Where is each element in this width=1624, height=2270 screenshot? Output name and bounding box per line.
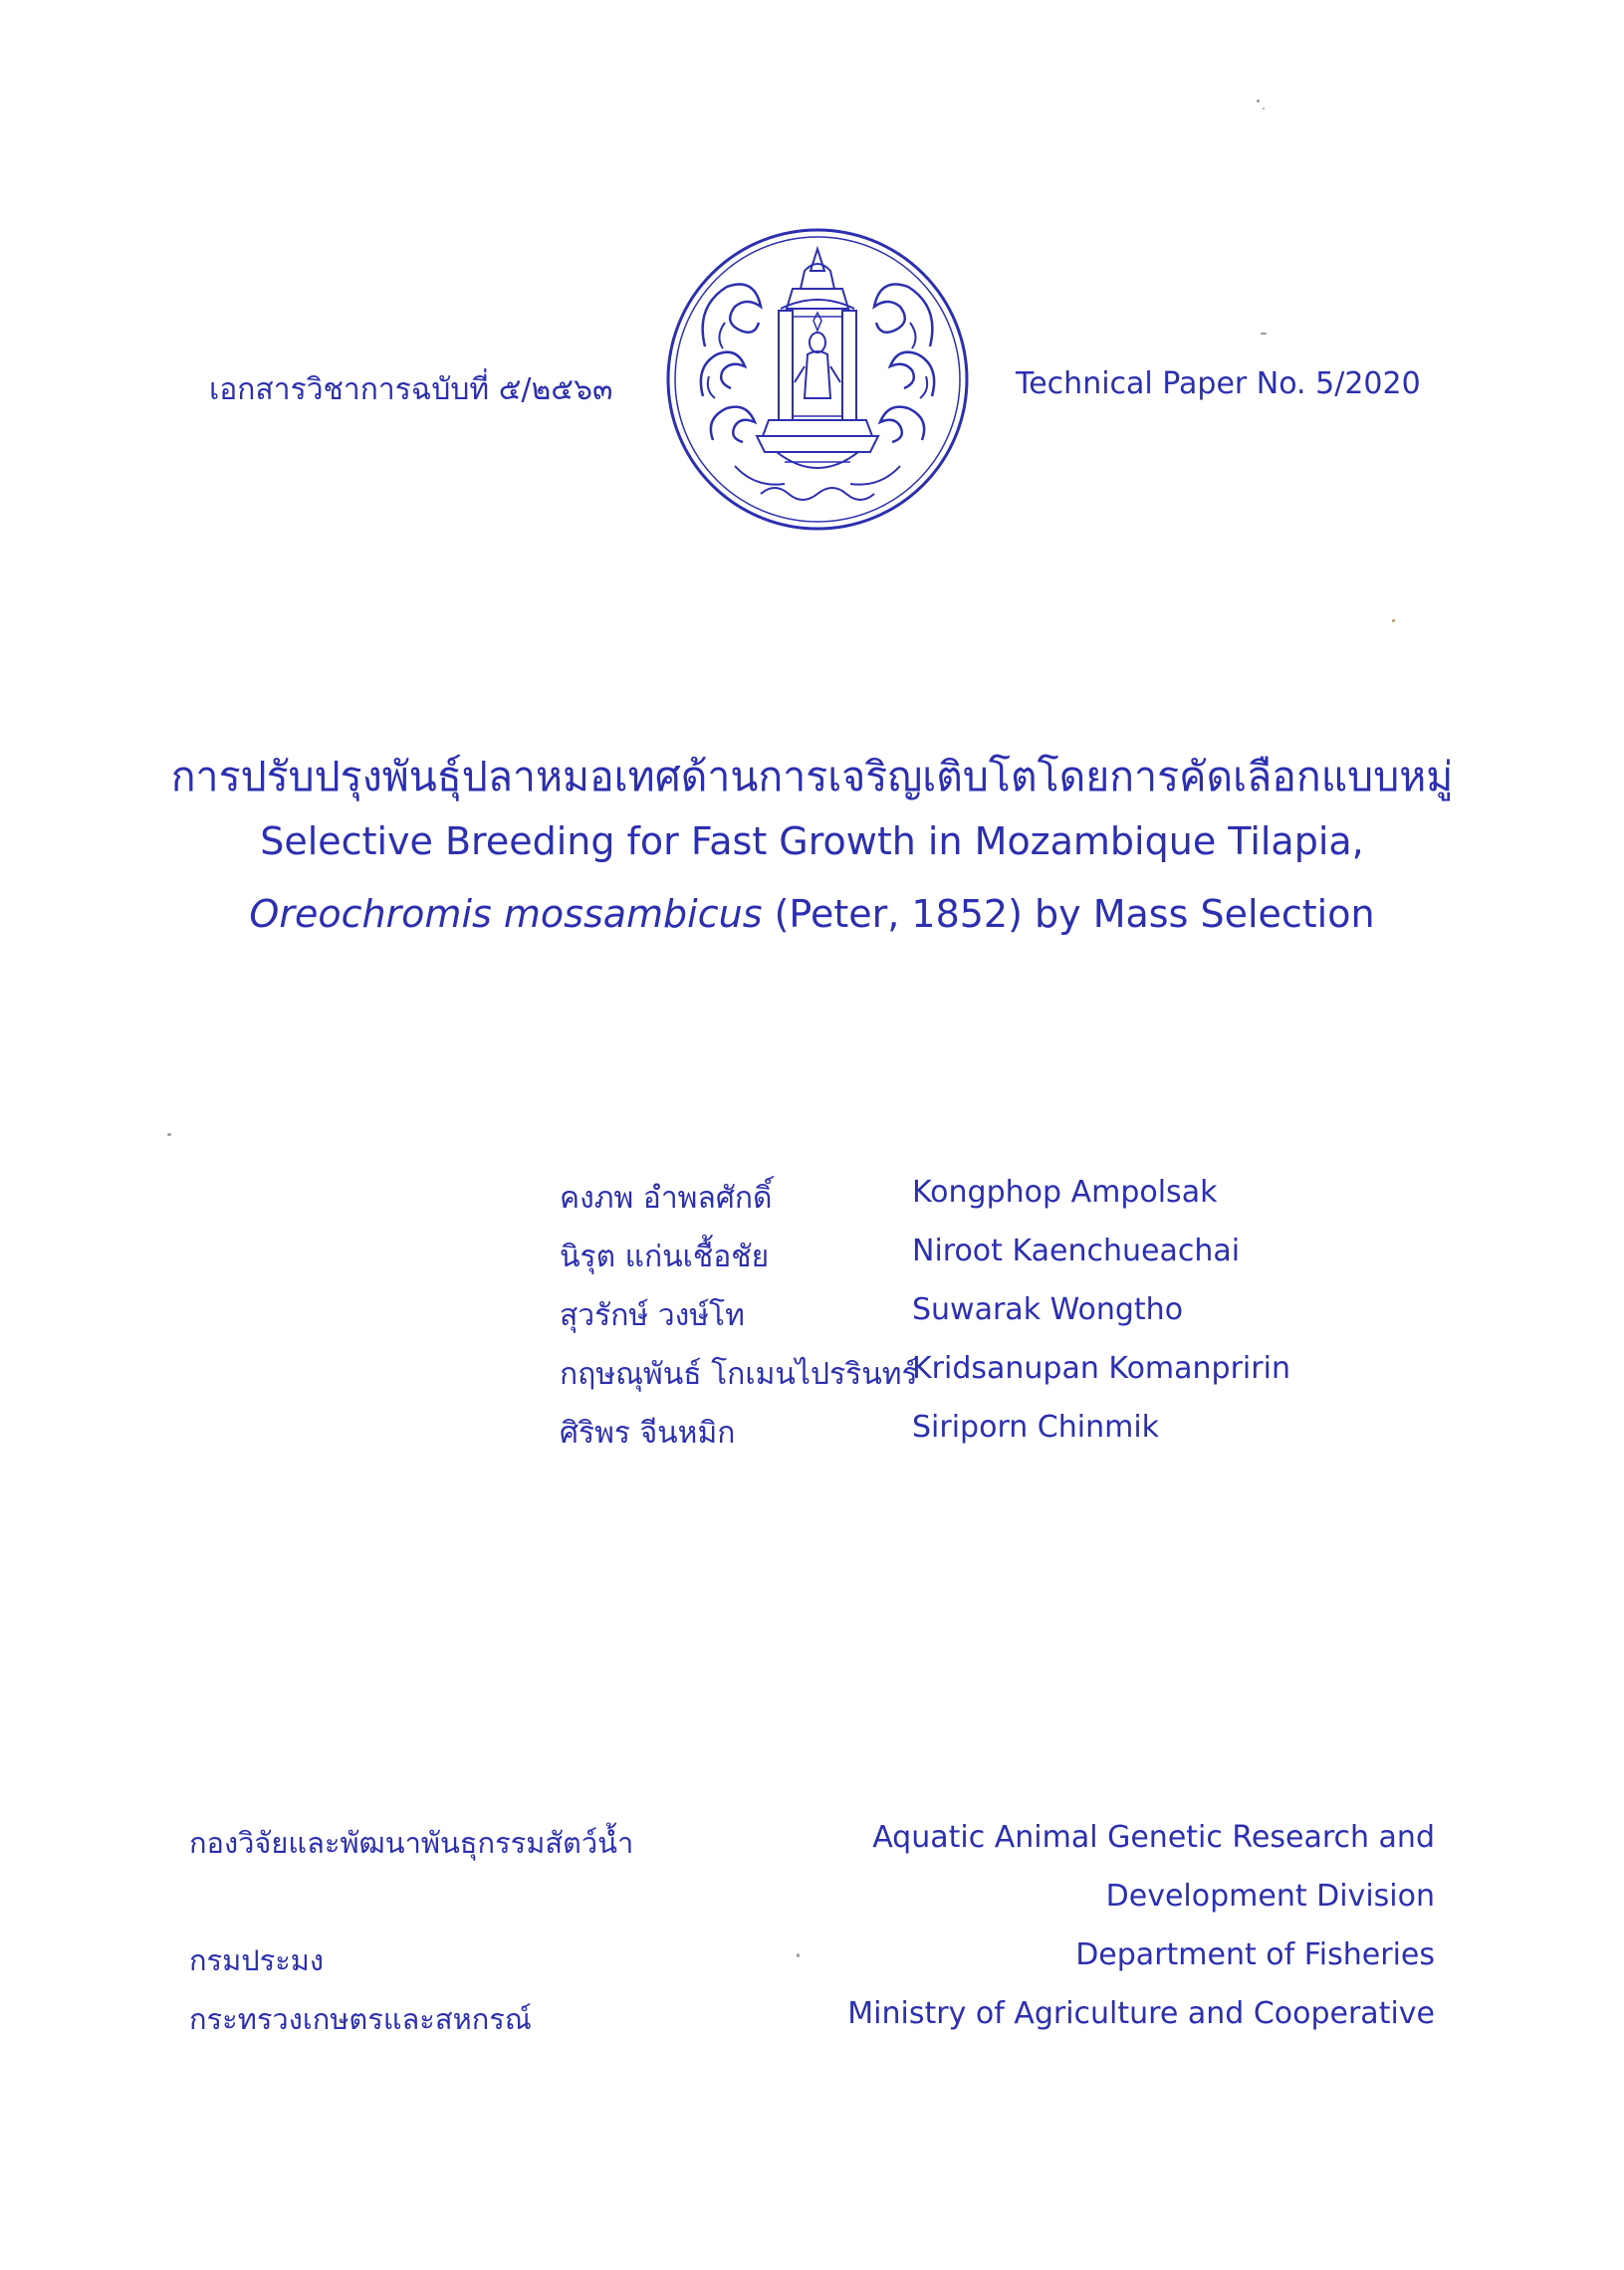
author-english-name: Kongphop Ampolsak [912, 1175, 1218, 1210]
scan-speck [167, 1133, 171, 1136]
author-english-name: Kridsanupan Komanpririn [912, 1351, 1290, 1386]
author-row [560, 1234, 1290, 1292]
thai-dof-seal-icon [665, 227, 970, 532]
scan-speck [797, 1953, 800, 1957]
org-english-division-line2: Development Division [1105, 1879, 1435, 1914]
org-thai-ministry: กระทรวงเกษตรและสหกรณ์ [189, 2002, 532, 2036]
author-thai-name: กฤษณุพันธ์ โกเมนไปรรินทร์ [560, 1357, 918, 1392]
author-row [560, 1351, 1290, 1410]
author-thai-name: สุวรักษ์ วงษ์โท [560, 1298, 745, 1333]
title-english-line2-rest: (Peter, 1852) by Mass Selection [762, 892, 1375, 936]
author-row [560, 1410, 1290, 1469]
author-row [560, 1292, 1290, 1351]
scan-speck [1263, 108, 1265, 110]
scan-speck [1257, 100, 1260, 103]
scan-speck [1392, 619, 1395, 622]
english-document-number: Technical Paper No. 5/2020 [1016, 366, 1421, 401]
author-thai-name: คงภพ อำพลศักดิ์ [560, 1181, 773, 1216]
species-name: Oreochromis mossambicus [249, 892, 763, 936]
org-thai-department: กรมประมง [189, 1943, 325, 1977]
scan-speck [1261, 333, 1267, 335]
author-english-name: Siriporn Chinmik [912, 1410, 1160, 1445]
title-english-line2 [0, 892, 1624, 936]
author-english-name: Niroot Kaenchueachai [912, 1234, 1241, 1268]
title-thai: การปรับปรุงพันธุ์ปลาหมอเทศด้านการเจริญเติบโตโดยการคัดเลือกแบบหมู่ [170, 753, 1454, 800]
org-thai-spacer [189, 1879, 633, 1937]
organization-thai [189, 1820, 633, 2055]
author-thai-name: ศิริพร จีนหมิก [560, 1416, 736, 1451]
thai-document-number: เอกสารวิชาการฉบับที่ ๕/๒๕๖๓ [209, 372, 613, 407]
author-english-name: Suwarak Wongtho [912, 1292, 1184, 1327]
org-english-division-line1: Aquatic Animal Genetic Research and [872, 1820, 1435, 1855]
author-list [560, 1175, 1290, 1469]
organization-english [847, 1820, 1435, 2055]
org-english-ministry: Ministry of Agriculture and Cooperative [847, 1996, 1435, 2031]
title-english-line1: Selective Breeding for Fast Growth in Mozambique Tilapia, [260, 819, 1364, 863]
org-thai-division: กองวิจัยและพัฒนาพันธุกรรมสัตว์น้ำ [189, 1826, 634, 1860]
author-thai-name: นิรุต แก่นเชื้อชัย [560, 1240, 770, 1274]
author-row [560, 1175, 1290, 1234]
org-english-department: Department of Fisheries [1075, 1937, 1435, 1972]
